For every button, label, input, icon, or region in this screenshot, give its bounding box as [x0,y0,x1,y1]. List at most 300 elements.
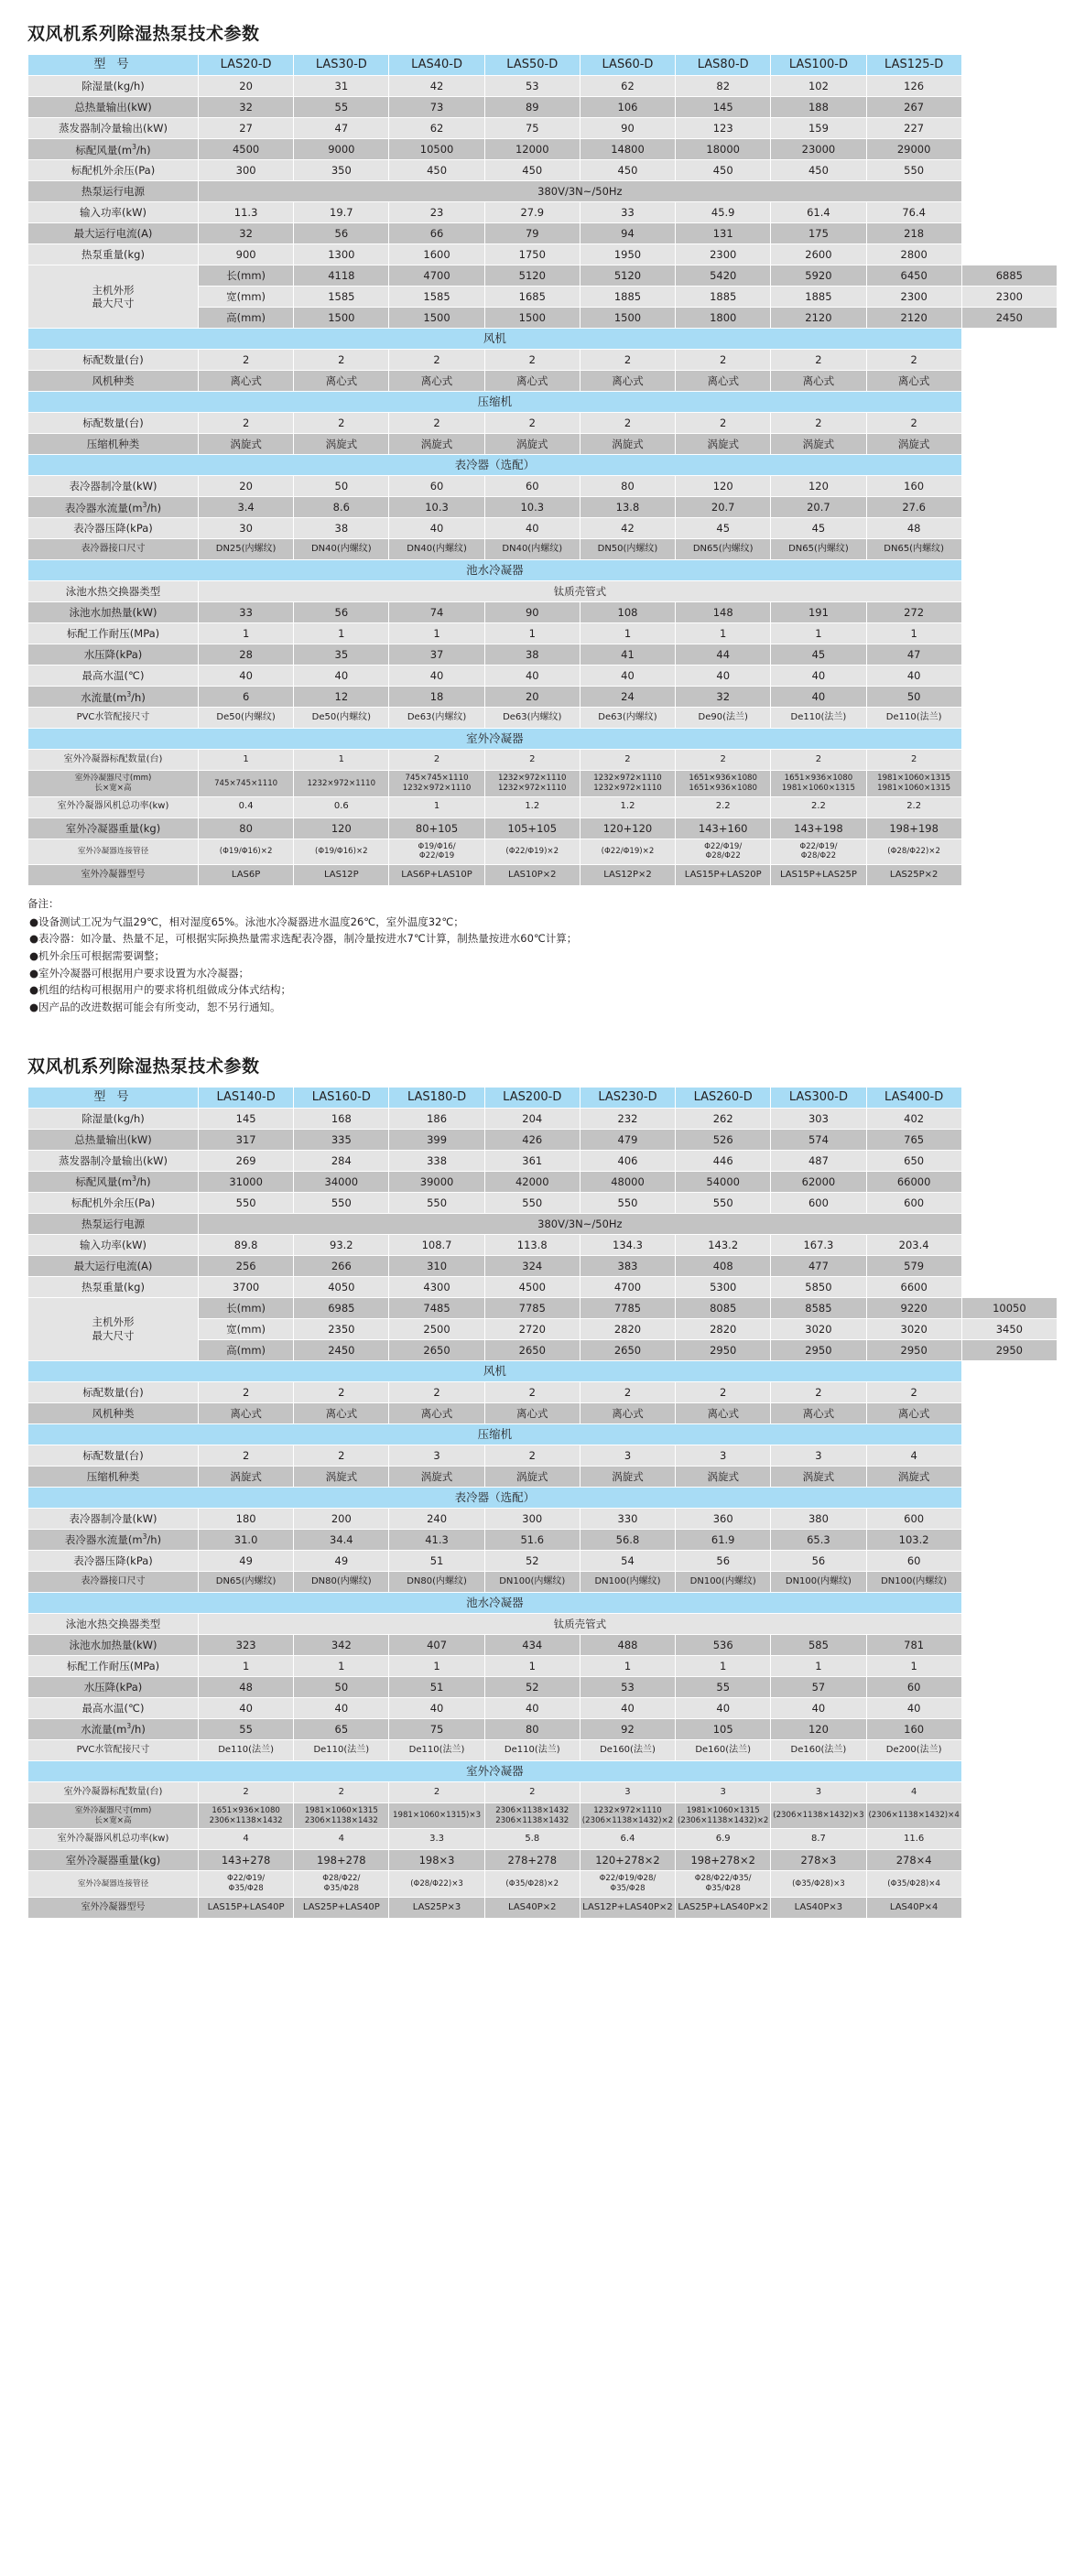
table-row [28,1403,1057,1423]
row-value-cell: 涡旋式 [294,434,388,454]
row-value-cell: Φ28/Φ22/ Φ35/Φ28 [294,1871,388,1896]
row-label-cell: 室外冷凝器标配数量(台) [28,750,198,770]
row-value-cell: 6600 [867,1277,961,1297]
row-value-cell: 526 [676,1130,770,1150]
dimension-row [28,265,1057,286]
dimension-value-cell: 2950 [962,1340,1057,1360]
row-value-cell: 105+105 [485,818,580,839]
section-band-row [28,1361,1057,1381]
row-value-cell: 40 [676,1698,770,1718]
dimension-value-cell: 1885 [676,287,770,307]
row-value-cell: 198+278×2 [676,1850,770,1870]
row-value-cell: 2 [199,413,293,433]
row-value-cell: Φ22/Φ19/ Φ35/Φ28 [199,1871,293,1896]
row-label-cell: 标配风量$(m^3/h)$ [28,1172,198,1192]
dimension-sub-label: 宽(mm) [199,287,293,307]
table-row [28,865,1057,885]
model-header-cell: LAS400-D [867,1088,961,1108]
row-value-cell: LAS12P×2 [580,865,675,885]
row-value-cell: 330 [580,1509,675,1529]
row-value-cell: 4 [199,1829,293,1849]
row-value-cell: 143.2 [676,1235,770,1255]
row-value-cell: 10500 [389,139,483,159]
row-value-cell: 40 [771,666,865,686]
row-value-cell: 227 [867,118,961,138]
row-value-cell: 80 [485,1719,580,1739]
row-value-cell: 离心式 [580,1403,675,1423]
row-value-cell: 2 [485,750,580,770]
row-value-cell: 650 [867,1151,961,1171]
row-value-cell: 89 [485,97,580,117]
row-value-cell: DN40(内螺纹) [485,539,580,559]
row-value-cell: Φ19/Φ16/ Φ22/Φ19 [389,839,483,864]
row-value-cell: 269 [199,1151,293,1171]
row-value-cell: 1950 [580,244,675,265]
row-value-cell: De110(法兰) [294,1740,388,1760]
table1-wrapper [0,54,1085,886]
row-value-cell: 38 [294,518,388,538]
row-value-cell: 4700 [580,1277,675,1297]
dimension-value-cell: 2350 [294,1319,388,1339]
row-value-cell: 离心式 [199,1403,293,1423]
dimension-value-cell: 2120 [771,308,865,328]
row-value-cell: 40 [867,666,961,686]
row-value-cell: 2 [676,1382,770,1402]
row-value-cell: 143+198 [771,818,865,839]
row-value-cell: 65 [294,1719,388,1739]
row-value-cell: De110(法兰) [389,1740,483,1760]
row-value-cell: 145 [676,97,770,117]
row-label-cell: 标配数量(台) [28,350,198,370]
section-band-label: 室外冷凝器 [28,1761,961,1781]
row-value-cell: 1 [867,623,961,644]
row-value-cell: 350 [294,160,388,180]
dimension-value-cell: 5120 [580,265,675,286]
row-value-cell: 92 [580,1719,675,1739]
row-value-cell: De90(法兰) [676,708,770,728]
row-value-cell: 52 [485,1677,580,1697]
row-value-cell: 18000 [676,139,770,159]
row-value-cell: 离心式 [867,371,961,391]
row-label-cell: 最高水温(℃) [28,666,198,686]
row-label-cell: 除湿量(kg/h) [28,76,198,96]
row-value-cell: 2600 [771,244,865,265]
dimension-value-cell: 5920 [771,265,865,286]
dimension-value-cell: 2650 [485,1340,580,1360]
row-value-cell: 51 [389,1677,483,1697]
row-value-cell: 550 [676,1193,770,1213]
row-value-cell: 52 [485,1551,580,1571]
row-value-cell: 303 [771,1109,865,1129]
row-label-cell: 热泵运行电源 [28,1214,198,1234]
row-value-cell: 1 [676,1656,770,1676]
row-value-cell: 40 [294,1698,388,1718]
dimension-value-cell: 1685 [485,287,580,307]
row-value-cell: 256 [199,1256,293,1276]
table-row [28,1172,1057,1192]
dimension-value-cell: 7785 [485,1298,580,1318]
table-row [28,76,1057,96]
row-label-cell: PVC水管配接尺寸 [28,1740,198,1760]
row-value-cell: 1232×972×1110 [294,771,388,796]
row-value-cell: 6.4 [580,1829,675,1849]
row-label-cell: 压缩机种类 [28,434,198,454]
row-value-cell: 8.6 [294,497,388,517]
row-value-cell: 120 [771,476,865,496]
row-value-cell: 317 [199,1130,293,1150]
row-value-cell: 120+120 [580,818,675,839]
row-value-cell: (Φ35/Φ28)×3 [771,1871,865,1896]
model-header-cell: LAS140-D [199,1088,293,1108]
row-value-cell: 离心式 [676,371,770,391]
row-label-cell: 标配工作耐压(MPa) [28,623,198,644]
row-value-cell: 2 [867,1382,961,1402]
dimension-value-cell: 2820 [676,1319,770,1339]
row-value-cell: 涡旋式 [389,434,483,454]
row-value-cell: 涡旋式 [485,1467,580,1487]
row-value-cell: 74 [389,602,483,622]
row-value-cell: 18 [389,687,483,707]
row-value-cell: 离心式 [294,371,388,391]
row-value-cell: 4 [867,1445,961,1466]
row-value-cell: 323 [199,1635,293,1655]
section-band-label: 风机 [28,329,961,349]
table2-spec-table [27,1087,1058,1919]
row-value-cell: 2 [485,1382,580,1402]
row-value-cell: 267 [867,97,961,117]
row-value-cell: DN50(内螺纹) [580,539,675,559]
dimension-value-cell: 2500 [389,1319,483,1339]
row-label-cell: 蒸发器制冷量输出(kW) [28,118,198,138]
row-value-cell: 1651×936×1080 1981×1060×1315 [771,771,865,796]
row-value-cell: 1232×972×1110 1232×972×1110 [485,771,580,796]
row-value-cell: 2 [485,1445,580,1466]
table-row [28,1635,1057,1655]
row-value-cell: 160 [867,476,961,496]
row-value-cell: 37 [389,644,483,665]
row-value-cell: 2.2 [676,797,770,817]
row-value-cell: 200 [294,1509,388,1529]
row-value-cell: 23 [389,202,483,222]
row-value-cell: De50(内螺纹) [294,708,388,728]
row-value-cell: DN100(内螺纹) [676,1572,770,1592]
row-label-cell: 最大运行电流(A) [28,1256,198,1276]
section-band-label: 表冷器（选配） [28,455,961,475]
row-value-cell: 1981×1060×1315 1981×1060×1315 [867,771,961,796]
row-value-cell: De63(内螺纹) [389,708,483,728]
table-row [28,1551,1057,1571]
row-value-cell: 120 [676,476,770,496]
row-value-cell: 3.4 [199,497,293,517]
row-value-cell: (Φ35/Φ28)×4 [867,1871,961,1896]
table-row [28,708,1057,728]
dimension-value-cell: 2950 [676,1340,770,1360]
row-label-cell: 标配工作耐压(MPa) [28,1656,198,1676]
row-value-cell: 1 [676,623,770,644]
row-value-cell: De110(法兰) [867,708,961,728]
row-value-cell: LAS6P [199,865,293,885]
row-value-cell: 90 [580,118,675,138]
table-row [28,644,1057,665]
row-value-cell: 402 [867,1109,961,1129]
row-value-cell: 2 [771,750,865,770]
section-band-row [28,560,1057,580]
row-value-cell: 477 [771,1256,865,1276]
row-value-cell: 4050 [294,1277,388,1297]
row-label-cell: 水流量$(m^3/h)$ [28,687,198,707]
dimension-value-cell: 7485 [389,1298,483,1318]
table-row [28,539,1057,559]
row-value-cell: 61.9 [676,1530,770,1550]
row-value-cell: 0.4 [199,797,293,817]
row-label-cell: 热泵重量(kg) [28,244,198,265]
dimension-value-cell: 2950 [771,1340,865,1360]
section-band-label: 风机 [28,1361,961,1381]
row-value-cell: 20.7 [676,497,770,517]
row-value-cell: 1 [771,1656,865,1676]
note-item: ●机外余压可根据需要调整； [29,949,166,963]
row-value-cell: 160 [867,1719,961,1739]
table-row [28,1130,1057,1150]
model-header-cell: LAS80-D [676,55,770,75]
row-value-cell: 涡旋式 [580,434,675,454]
row-value-cell: De63(内螺纹) [580,708,675,728]
row-value-cell: (Φ22/Φ19)×2 [485,839,580,864]
row-value-cell: 40 [199,1698,293,1718]
row-value-cell: 56 [294,602,388,622]
section-band-row [28,1761,1057,1781]
row-value-cell: 45.9 [676,202,770,222]
row-value-cell: 20 [199,76,293,96]
row-value-cell: 29000 [867,139,961,159]
table-row [28,1256,1057,1276]
row-value-cell: 55 [199,1719,293,1739]
note-item: ●设备测试工况为气温29℃，相对湿度65%。泳池水冷凝器进水温度26℃，室外温度32℃； [29,915,464,928]
row-value-cell: 399 [389,1130,483,1150]
table2-title: 双风机系列除湿热泵技术参数 [27,1055,260,1077]
row-value-cell: 离心式 [294,1403,388,1423]
row-value-cell: 48 [199,1677,293,1697]
row-value-cell: 108.7 [389,1235,483,1255]
row-value-cell: 60 [867,1551,961,1571]
row-value-cell: 40 [580,666,675,686]
row-value-cell: 55 [676,1677,770,1697]
row-value-cell: 54 [580,1551,675,1571]
row-label-cell: 室外冷凝器尺寸(mm) 长×宽×高 [28,1803,198,1828]
model-header-cell: LAS125-D [867,55,961,75]
row-value-cell: 56 [771,1551,865,1571]
row-value-cell: 涡旋式 [580,1467,675,1487]
row-value-cell: 6.9 [676,1829,770,1849]
row-value-cell: 168 [294,1109,388,1129]
row-label-cell: 泳池水热交换器类型 [28,1614,198,1634]
row-value-cell: 31 [294,76,388,96]
row-value-cell: 550 [199,1193,293,1213]
table-row [28,602,1057,622]
row-value-cell: (Φ28/Φ22)×3 [389,1871,483,1896]
dimension-value-cell: 10050 [962,1298,1057,1318]
dimension-value-cell: 2720 [485,1319,580,1339]
model-header-cell: LAS200-D [485,1088,580,1108]
row-value-cell: 120 [771,1719,865,1739]
note-item: ●机组的结构可根据用户的要求将机组做成分体式结构； [29,983,292,997]
table-row [28,1850,1057,1870]
table-row [28,1109,1057,1129]
row-value-cell: 54000 [676,1172,770,1192]
row-value-cell: 涡旋式 [771,434,865,454]
row-value-cell: 涡旋式 [294,1467,388,1487]
row-value-cell: (Φ19/Φ16)×2 [199,839,293,864]
row-value-cell: 159 [771,118,865,138]
model-header-cell: LAS30-D [294,55,388,75]
row-value-cell: 2 [676,350,770,370]
dimension-value-cell: 1885 [771,287,865,307]
row-span-value-cell: 380V/3N~/50Hz [199,181,961,201]
row-value-cell: 2 [389,750,483,770]
row-value-cell: 550 [580,1193,675,1213]
row-value-cell: 6 [199,687,293,707]
table-row [28,1235,1057,1255]
row-value-cell: 33 [199,602,293,622]
row-label-cell: 总热量输出(kW) [28,97,198,117]
row-value-cell: 1651×936×1080 2306×1138×1432 [199,1803,293,1828]
row-value-cell: 2 [294,350,388,370]
row-label-cell: 水流量$(m^3/h)$ [28,1719,198,1739]
row-value-cell: 35 [294,644,388,665]
row-value-cell: 2 [199,1445,293,1466]
row-label-cell: 表冷器水流量$(m^3/h)$ [28,1530,198,1550]
row-value-cell: 5300 [676,1277,770,1297]
row-value-cell: 360 [676,1509,770,1529]
row-value-cell: 5.8 [485,1829,580,1849]
row-value-cell: 24 [580,687,675,707]
row-value-cell: 131 [676,223,770,244]
row-value-cell: DN100(内螺纹) [485,1572,580,1592]
row-value-cell: 1.2 [485,797,580,817]
row-value-cell: 1232×972×1110 1232×972×1110 [580,771,675,796]
dimension-value-cell: 8585 [771,1298,865,1318]
row-value-cell: DN100(内螺纹) [580,1572,675,1592]
row-label-cell: 风机种类 [28,1403,198,1423]
row-value-cell: LAS6P+LAS10P [389,865,483,885]
row-value-cell: 离心式 [389,371,483,391]
row-value-cell: 450 [771,160,865,180]
table-row [28,1656,1057,1676]
row-value-cell: 434 [485,1635,580,1655]
row-value-cell: 42 [580,518,675,538]
notes-title: 备注： [27,897,60,911]
row-value-cell: DN65(内螺纹) [199,1572,293,1592]
row-value-cell: 278+278 [485,1850,580,1870]
row-value-cell: 745×745×1110 [199,771,293,796]
row-value-cell: 50 [294,476,388,496]
row-value-cell: 41 [580,644,675,665]
dimensions-group-label: 主机外形 最大尺寸 [28,265,198,328]
row-value-cell: 175 [771,223,865,244]
row-value-cell: 49 [199,1551,293,1571]
row-value-cell: 2 [294,1445,388,1466]
row-value-cell: 13.8 [580,497,675,517]
row-value-cell: 2 [199,1782,293,1802]
row-value-cell: 342 [294,1635,388,1655]
row-value-cell: 180 [199,1509,293,1529]
section-band-label: 室外冷凝器 [28,729,961,749]
row-value-cell: 30 [199,518,293,538]
table-row [28,244,1057,265]
row-value-cell: 0.6 [294,797,388,817]
row-value-cell: 离心式 [485,1403,580,1423]
row-label-cell: 室外冷凝器连接管径 [28,839,198,864]
row-value-cell: 40 [485,666,580,686]
spec-sheet-page [0,20,1085,1932]
row-value-cell: 2 [771,1382,865,1402]
table-row [28,1151,1057,1171]
row-value-cell: 9000 [294,139,388,159]
table-row [28,202,1057,222]
row-value-cell: 204 [485,1109,580,1129]
row-value-cell: 3700 [199,1277,293,1297]
table-row [28,1193,1057,1213]
row-label-cell: 室外冷凝器标配数量(台) [28,1782,198,1802]
row-value-cell: 离心式 [580,371,675,391]
dimension-value-cell: 3020 [771,1319,865,1339]
row-label-cell: 表冷器接口尺寸 [28,539,198,559]
row-value-cell: 75 [389,1719,483,1739]
row-value-cell: 45 [676,518,770,538]
table-row [28,160,1057,180]
row-value-cell: 50 [867,687,961,707]
table-row [28,223,1057,244]
row-value-cell: De110(法兰) [771,708,865,728]
row-value-cell: 47 [867,644,961,665]
table-row [28,1614,1057,1634]
row-value-cell: 1981×1060×1315 (2306×1138×1432)×2 [676,1803,770,1828]
row-value-cell: 44 [676,644,770,665]
table1-title: 双风机系列除湿热泵技术参数 [27,24,260,44]
row-value-cell: LAS25P×3 [389,1898,483,1918]
model-header-cell: LAS180-D [389,1088,483,1108]
row-value-cell: 1 [485,1656,580,1676]
row-value-cell: 2 [867,350,961,370]
row-value-cell: 23000 [771,139,865,159]
row-value-cell: 262 [676,1109,770,1129]
row-value-cell: 82 [676,76,770,96]
table-row [28,97,1057,117]
table-row [28,413,1057,433]
row-value-cell: 40 [389,666,483,686]
row-value-cell: 335 [294,1130,388,1150]
row-value-cell: 300 [485,1509,580,1529]
dimension-value-cell: 4700 [389,265,483,286]
row-value-cell: 2 [389,1382,483,1402]
row-value-cell: 600 [771,1193,865,1213]
row-value-cell: 14800 [580,139,675,159]
row-value-cell: 42000 [485,1172,580,1192]
row-value-cell: 2 [389,1782,483,1802]
row-value-cell: 1981×1060×1315 2306×1138×1432 [294,1803,388,1828]
row-value-cell: 75 [485,118,580,138]
row-value-cell: 123 [676,118,770,138]
row-value-cell: 380 [771,1509,865,1529]
row-value-cell: 41.3 [389,1530,483,1550]
row-label-cell: 风机种类 [28,371,198,391]
dimension-value-cell: 2650 [580,1340,675,1360]
row-label-cell: 标配数量(台) [28,1445,198,1466]
row-value-cell: 57 [771,1677,865,1697]
row-value-cell: LAS10P×2 [485,865,580,885]
table1-notes [27,895,1058,1015]
table-row [28,623,1057,644]
